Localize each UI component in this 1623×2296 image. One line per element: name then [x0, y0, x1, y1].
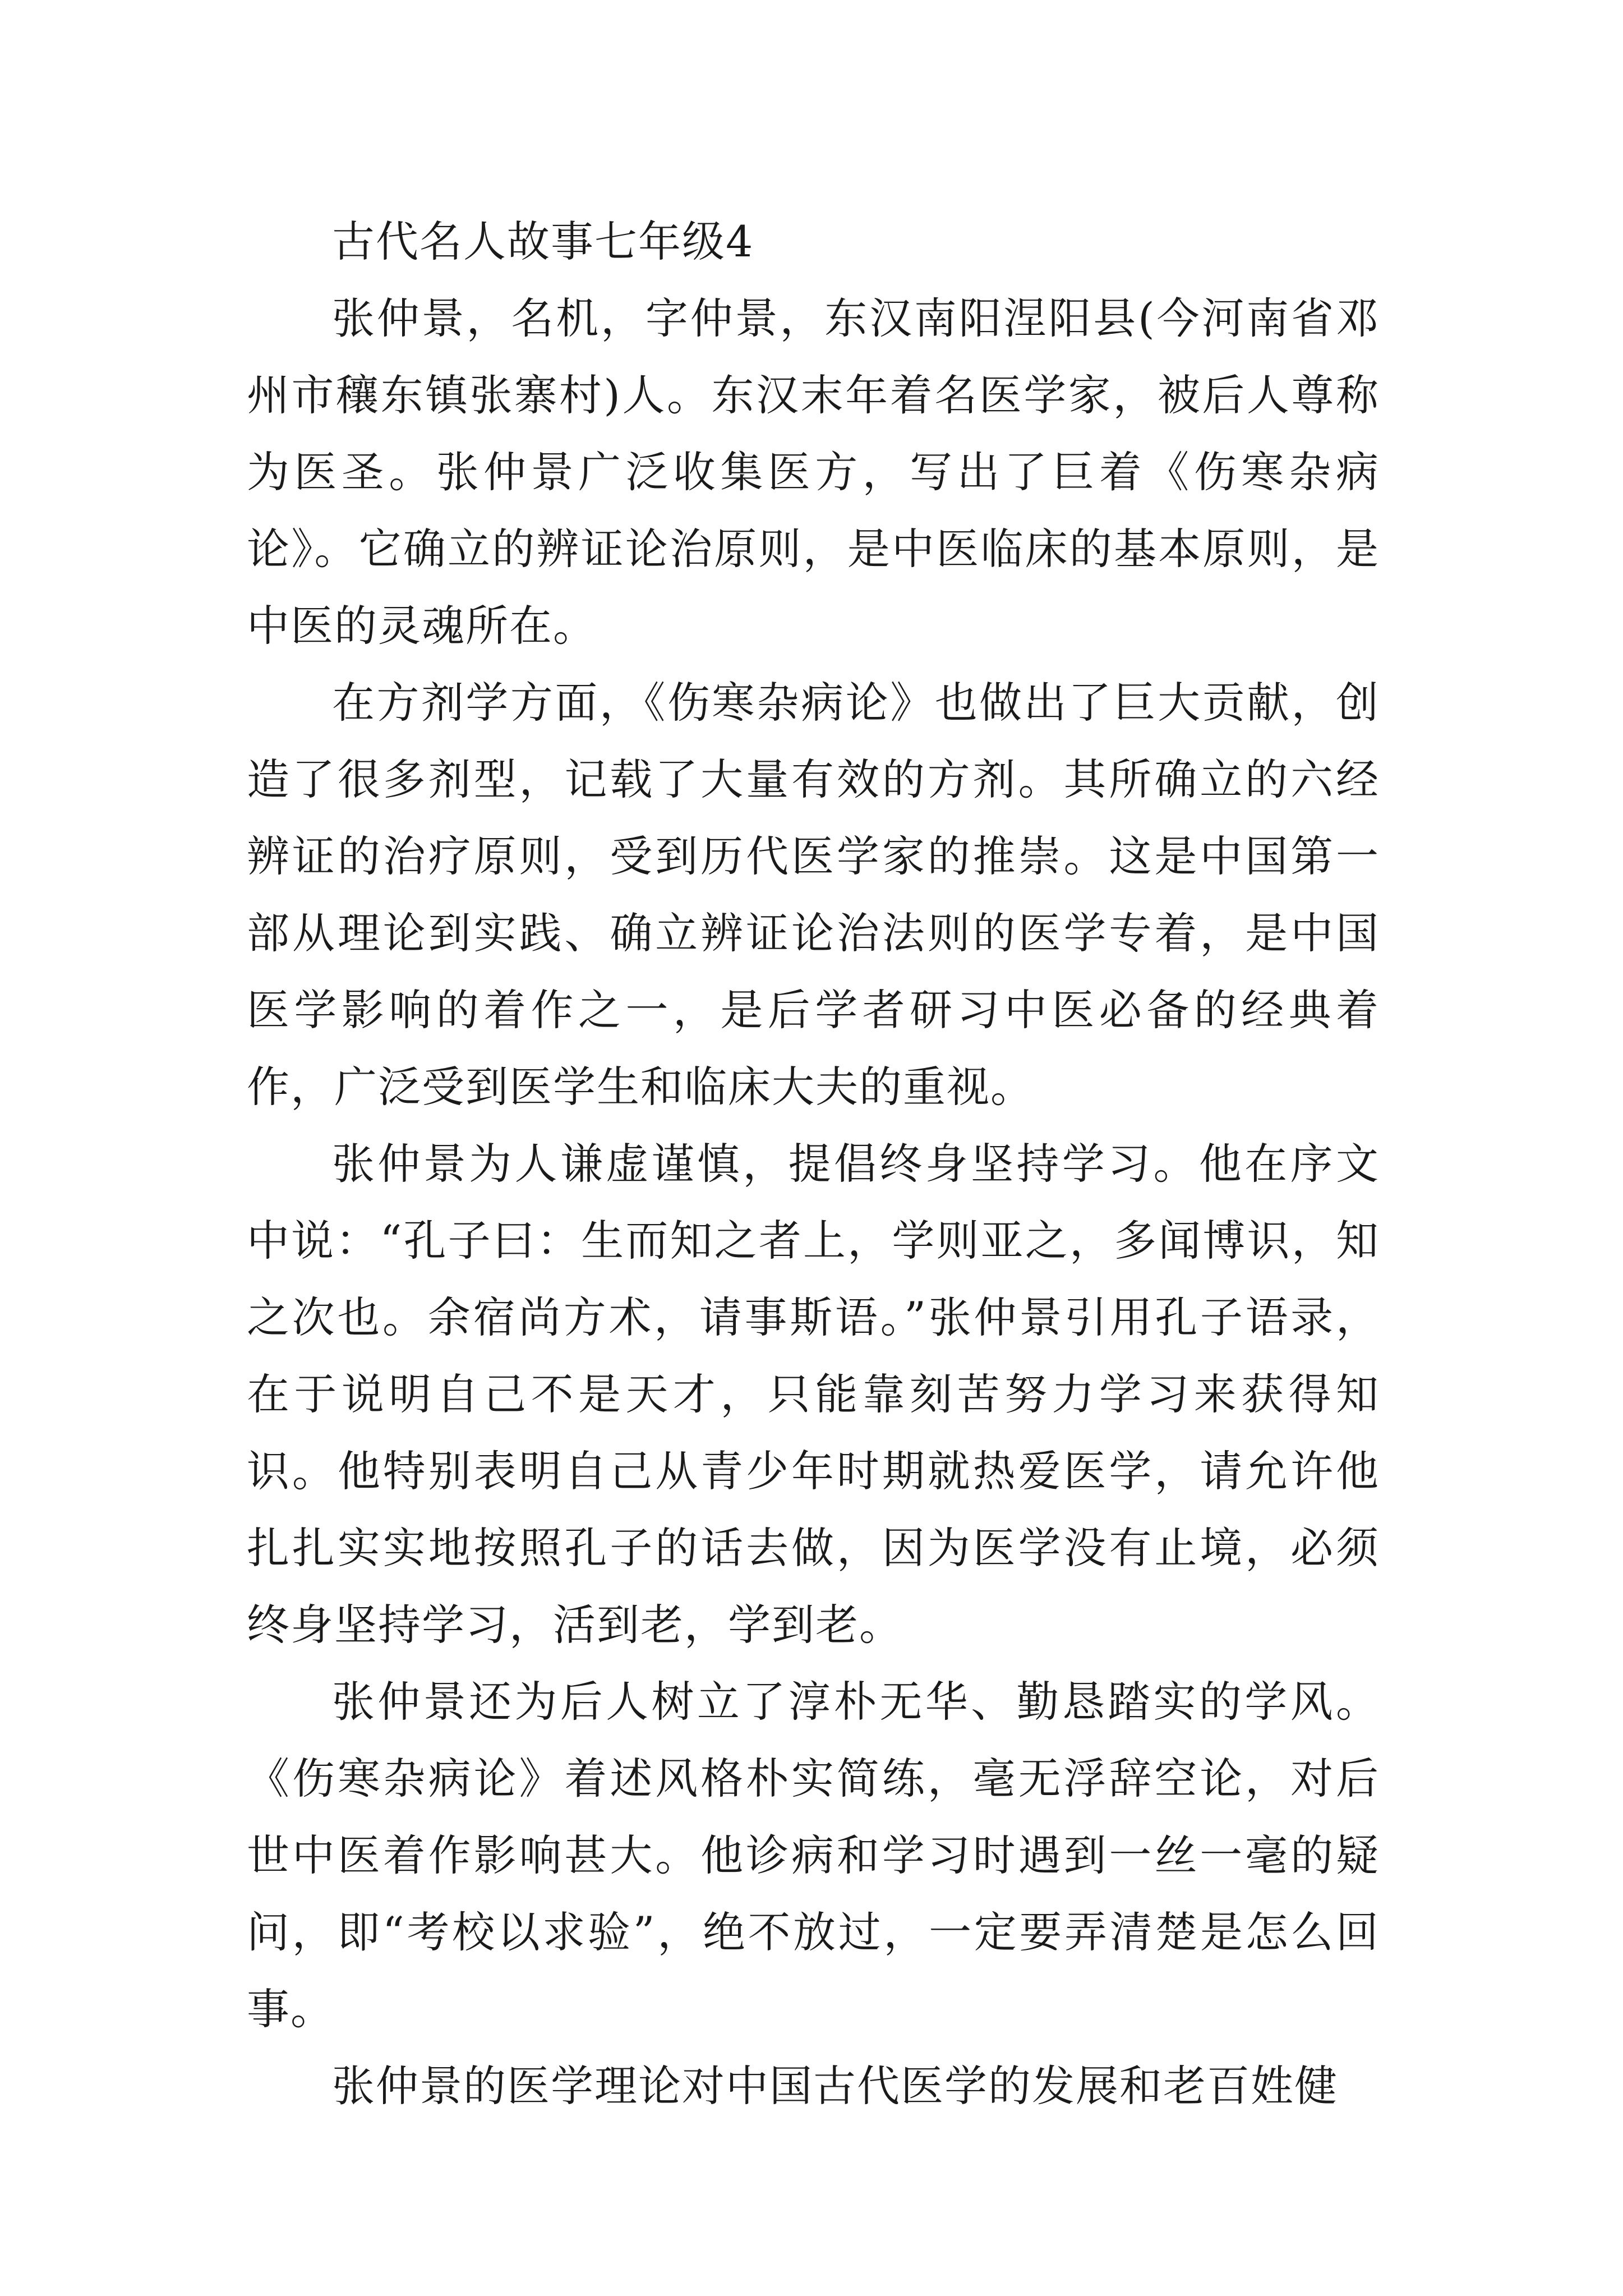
document-body — [247, 203, 1380, 2124]
paragraph-intro: 张仲景，名机，字仲景，东汉南阳涅阳县(今河南省邓州市穰东镇张寨村)人。东汉末年着名医学家，被后人尊称为医圣。张仲景广泛收集医方，写出了巨着《伤寒杂病论》。它确立的辨证论治原则，是中医临床的基本原则，是中医的灵魂所在。 — [247, 293, 1380, 651]
paragraph-prescriptions: 在方剂学方面，《伤寒杂病论》也做出了巨大贡献，创造了很多剂型，记载了大量有效的方剂。其所确立的六经辨证的治疗原则，受到历代医学家的推崇。这是中国第一部从理论到实践、确立辨证论治法则的医学专着，是中国医学影响的着作之一，是后学者研习中医必备的经典着作，广泛受到医学生和临床大夫的重视。 — [247, 678, 1380, 1112]
paragraph-legacy: 张仲景的医学理论对中国古代医学的发展和老百姓健 — [332, 2061, 1338, 2111]
paragraph-study-style: 张仲景还为后人树立了淳朴无华、勤恳踏实的学风。《伤寒杂病论》着述风格朴实简练，毫无浮辞空论，对后世中医着作影响甚大。他诊病和学习时遇到一丝一毫的疑问，即“考校以求验”，绝不放过，一定要弄清楚是怎么回事。 — [247, 1677, 1380, 2034]
document-title: 古代名人故事七年级4 — [332, 217, 754, 266]
paragraph-lifelong-learning: 张仲景为人谦虚谨慎，提倡终身坚持学习。他在序文中说：“孔子曰：生而知之者上，学则亚之，多闻博识，知之次也。余宿尚方术，请事斯语。”张仲景引用孔子语录，在于说明自己不是天才，只能靠刻苦努力学习来获得知识。他特别表明自己从青少年时期就热爱医学，请允许他扎扎实实地按照孔子的话去做，因为医学没有止境，必须终身坚持学习，活到老，学到老。 — [247, 1139, 1380, 1650]
